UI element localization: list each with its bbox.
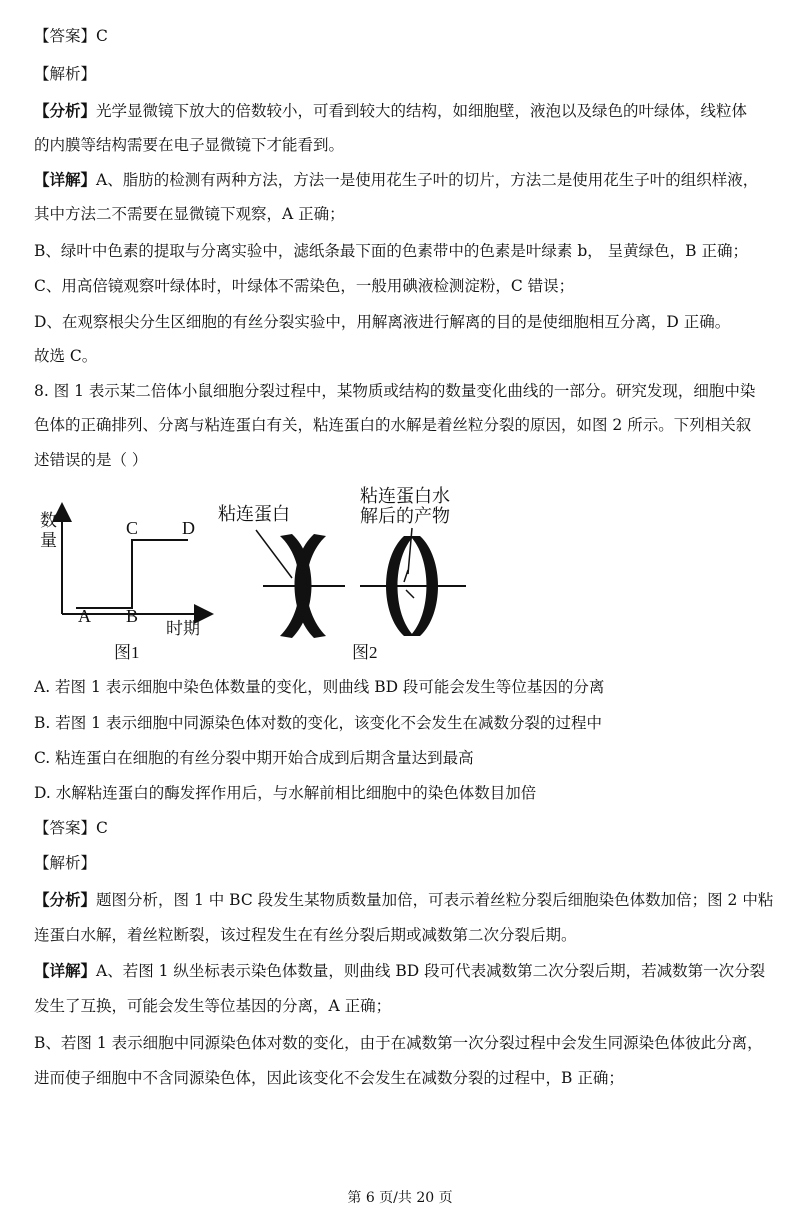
answer-value-8: C <box>96 819 108 837</box>
fenxi-tag: 【分析】 <box>34 101 97 120</box>
option-a: A. 若图 1 表示细胞中染色体数量的变化，则曲线 BD 段可能会发生等位基因的分离 <box>34 678 605 696</box>
xiangjie-tag: 【详解】 <box>34 170 97 189</box>
figure1-point-labels <box>78 518 195 626</box>
analysis-heading-8: 【解析】 <box>34 854 97 872</box>
figure2-chromosome-before <box>263 534 345 638</box>
figure1-point-b: B <box>126 606 139 626</box>
figure2-label-left: 粘连蛋白 <box>218 504 290 524</box>
fenxi-line-1 <box>34 101 774 121</box>
option-c: C. 粘连蛋白在细胞的有丝分裂中期开始合成到后期含量达到最高 <box>34 749 474 767</box>
analysis-label-8: 解析 <box>49 854 81 872</box>
xiangjie-line-1 <box>34 170 774 190</box>
item-c: C、用高倍镜观察叶绿体时，叶绿体不需染色，一般用碘液检测淀粉，C 错误； <box>34 277 575 295</box>
fenxi-line-2: 的内膜等结构需要在电子显微镜下才能看到。 <box>34 136 345 154</box>
item-d: D、在观察根尖分生区细胞的有丝分裂实验中，用解离液进行解离的目的是使细胞相互分离，D 正确。 <box>34 313 731 331</box>
figure2-chromosome-after <box>360 536 466 636</box>
figures-svg <box>34 478 774 674</box>
answer-label-8: 【答案】 <box>34 819 97 837</box>
figure2-caption: 图2 <box>352 643 378 662</box>
item-b-8-line-2: 进而使子细胞中不含同源染色体，因此该变化不会发生在减数分裂的过程中，B 正确； <box>34 1069 624 1087</box>
figure2-label-right-2: 解后的产物 <box>360 506 450 526</box>
item-b: B、绿叶中色素的提取与分离实验中，滤纸条最下面的色素带中的色素是叶绿素 b， 呈黄绿色，B 正确； <box>34 242 748 260</box>
question-stem-line-2: 色体的正确排列、分离与粘连蛋白有关，粘连蛋白的水解是着丝粒分裂的原因，如图 2 所示。下列相关叙 <box>34 416 752 434</box>
answer-line <box>34 26 774 46</box>
xiangjie-8-line-2: 发生了互换，可能会发生等位基因的分离，A 正确； <box>34 997 392 1015</box>
answer-line-8 <box>34 818 774 838</box>
figure1-point-a: A <box>78 606 91 626</box>
figure1-ylabel: 数量 <box>40 511 57 550</box>
page-footer: 第 6 页/共 20 页 <box>347 1190 453 1206</box>
xiangjie-text-8: A、若图 1 纵坐标表示染色体数量，则曲线 BD 段可代表减数第二次分裂后期，若减数第一次分裂 <box>96 962 766 980</box>
fenxi-tag-8: 【分析】 <box>34 890 97 909</box>
figure2-pointer-right <box>408 528 412 574</box>
answer-value: C <box>96 27 108 45</box>
analysis-label: 解析 <box>49 65 81 83</box>
option-d: D. 水解粘连蛋白的酶发挥作用后，与水解前相比细胞中的染色体数目加倍 <box>34 784 537 802</box>
option-b: B. 若图 1 表示细胞中同源染色体对数的变化，该变化不会发生在减数分裂的过程中 <box>34 714 602 732</box>
question-stem-line-3: 述错误的是（ ） <box>34 451 148 469</box>
xiangjie-8-line-1 <box>34 961 774 981</box>
figure1-curve <box>76 540 188 608</box>
analysis-heading: 【解析】 <box>34 65 97 83</box>
question-stem-line-1: 8. 图 1 表示某二倍体小鼠细胞分裂过程中，某物质或结构的数量变化曲线的一部分。研究发现，细胞中染 <box>34 382 756 400</box>
figure2-label-right-1: 粘连蛋白水 <box>360 486 450 506</box>
fenxi-8-line-2: 连蛋白水解，着丝粒断裂，该过程发生在有丝分裂后期或减数第二次分裂后期。 <box>34 926 577 944</box>
figure1-caption: 图1 <box>114 643 140 662</box>
figure1-point-c: C <box>126 518 139 538</box>
figure1-point-d: D <box>182 518 195 538</box>
question-figures <box>34 478 774 674</box>
fenxi-text: 光学显微镜下放大的倍数较小，可看到较大的结构，如细胞壁，液泡以及绿色的叶绿体，线粒体 <box>96 102 748 120</box>
fenxi-text-8: 题图分析，图 1 中 BC 段发生某物质数量加倍，可表示着丝粒分裂后细胞染色体数加倍；图 2 中粘 <box>96 891 774 909</box>
item-b-8-line-1: B、若图 1 表示细胞中同源染色体对数的变化，由于在减数第一次分裂过程中会发生同源染色体彼此分离， <box>34 1034 763 1052</box>
xiangjie-text: A、脂肪的检测有两种方法，方法一是使用花生子叶的切片，方法二是使用花生子叶的组织样液， <box>96 171 759 189</box>
conclusion: 故选 C。 <box>34 347 98 365</box>
fenxi-8-line-1 <box>34 890 774 910</box>
answer-label: 【答案】 <box>34 27 97 45</box>
xiangjie-line-2: 其中方法二不需要在显微镜下观察，A 正确； <box>34 205 345 223</box>
xiangjie-tag-8: 【详解】 <box>34 961 97 980</box>
figure1-xlabel: 时期 <box>166 619 200 638</box>
